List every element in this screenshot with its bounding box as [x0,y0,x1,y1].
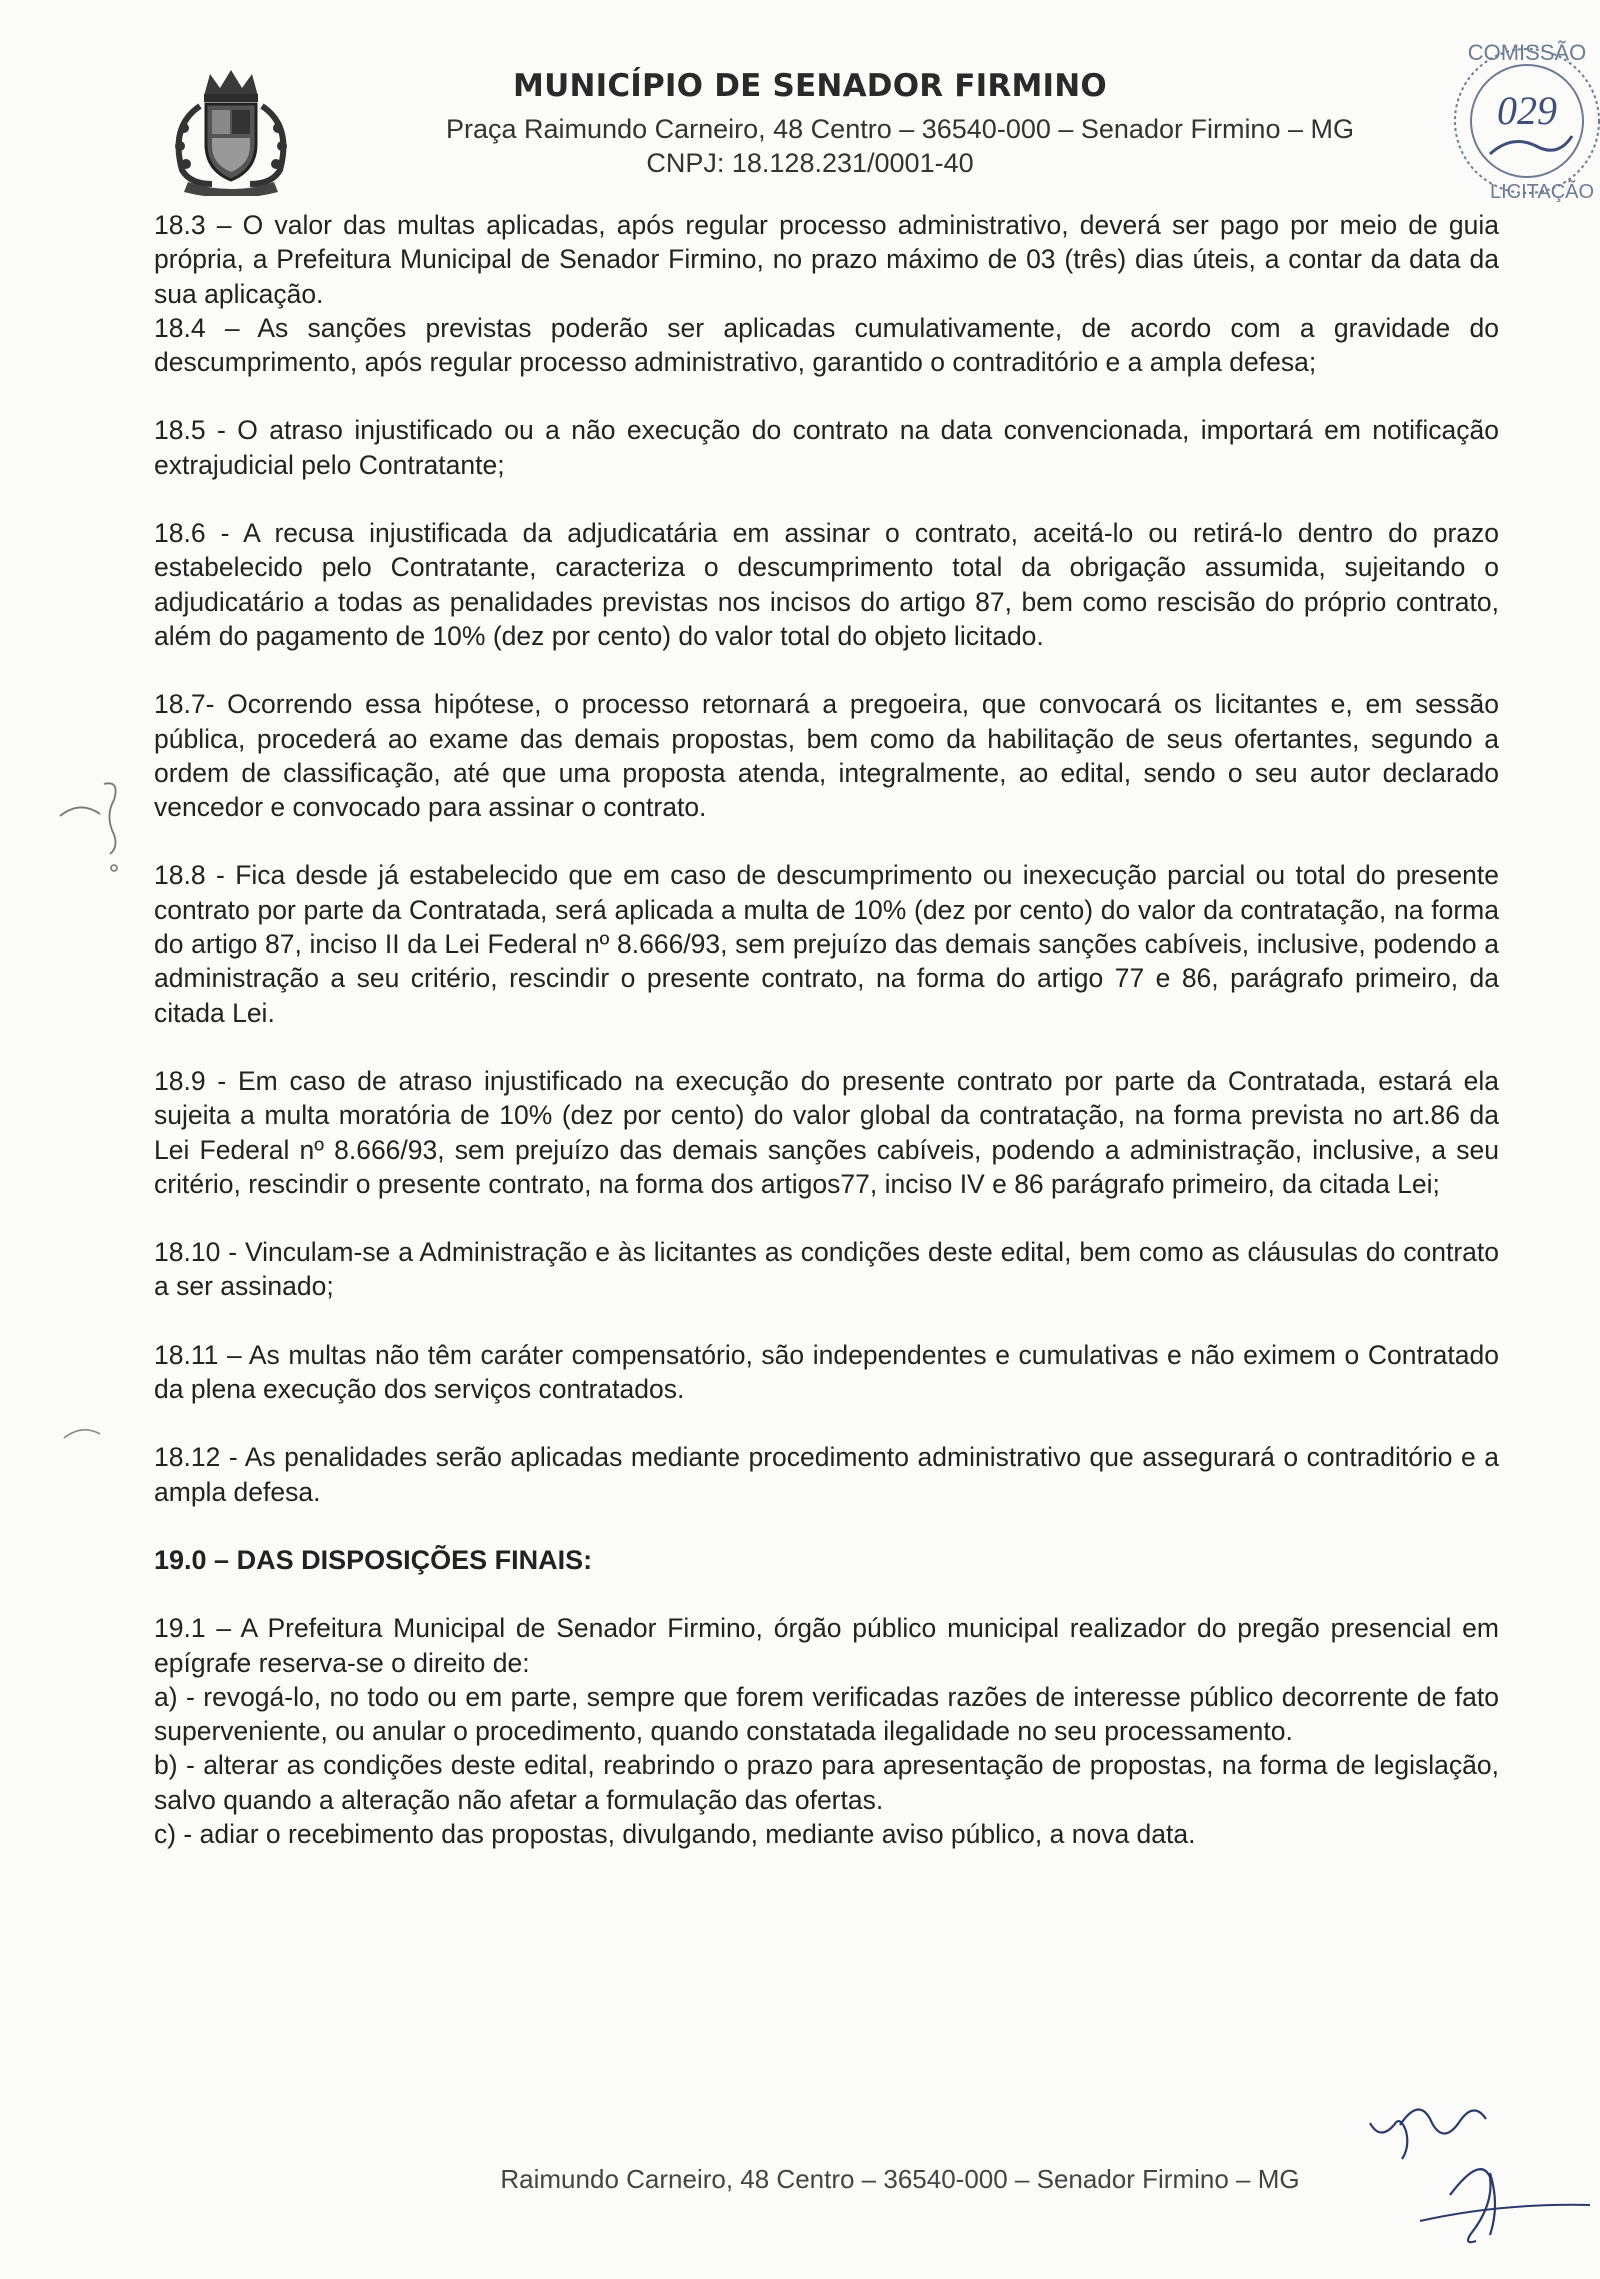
paragraph-18-7: 18.7- Ocorrendo essa hipótese, o processo retornará a pregoeira, que convocará os licitantes e, em sessão pública, procederá ao exame das demais propostas, bem como da habilitação de seus ofertantes, segundo a ordem de classificação, até que uma proposta atenda, integralmente, ao edital, sendo o seu autor declarado vencedor e convocado para assinar o contrato. [154,689,1499,823]
paragraph-19-1: 19.1 – A Prefeitura Municipal de Senador Firmino, órgão público municipal realizador do pregão presencial em epígrafe reserva-se o direito de: [154,1613,1499,1678]
handwritten-signature [1340,2085,1600,2265]
paragraph-18-9: 18.9 - Em caso de atraso injustificado na execução do presente contrato por parte da Contratada, estará ela sujeita a multa moratória de 10% (dez por cento) do valor global da contratação, na forma prevista no art.86 da Lei Federal nº 8.666/93, sem prejuízo das demais sanções cabíveis, podendo a administração, inclusive, a seu critério, rescindir o presente contrato, na forma dos artigos77, inciso IV e 86 parágrafo primeiro, da citada Lei; [154,1065,1499,1199]
stamp-top-text: COMISSÃO [1467,40,1587,65]
commission-page-stamp [1432,26,1600,206]
stamp-number: 029 [1497,88,1557,133]
stamp-bottom-text: LICITAÇÃO [1489,181,1595,203]
page-header [0,0,1600,203]
item-c: c) - adiar o recebimento das propostas, divulgando, mediante aviso público, a nova data. [154,1818,1196,1849]
document-body [154,208,1499,1851]
item-a: a) - revogá-lo, no todo ou em parte, sempre que forem verificadas razões de interesse público decorrente de fato superveniente, ou anular o procedimento, quando constatada ilegalidade no seu processamento. [154,1681,1499,1747]
footer-address: Raimundo Carneiro, 48 Centro – 36540-000 – Senador Firmino – MG [500,2164,1300,2194]
paragraph-18-3: 18.3 – O valor das multas aplicadas, após regular processo administrativo, deverá ser pago por meio de guia própria, a Prefeitura Municipal de Senador Firmino, no prazo máximo de 03 (três) dias úteis, a contar da data da sua aplicação. [154,210,1499,309]
paragraph-18-10: 18.10 - Vinculam-se a Administração e às licitantes as condições deste edital, bem como as cláusulas do contrato a ser assinado; [154,1237,1499,1302]
section-title: 19.0 – DAS DISPOSIÇÕES FINAIS: [154,1544,593,1575]
municipality-address: Praça Raimundo Carneiro, 48 Centro – 36540-000 – Senador Firmino – MG [446,114,1354,144]
paragraph-18-6: 18.6 - A recusa injustificada da adjudicatária em assinar o contrato, aceitá-lo ou retirá-lo dentro do prazo estabelecido pelo Contratante, caracteriza o descumprimento total da obrigação assumida, sujeitando o adjudicatário a todas as penalidades previstas nos incisos do artigo 87, bem como rescisão do próprio contrato, além do pagamento de 10% (dez por cento) do valor total do objeto licitado. [154,518,1499,651]
paragraph-18-8: 18.8 - Fica desde já estabelecido que em caso de descumprimento ou inexecução parcial ou total do presente contrato por parte da Contratada, será aplicada a multa de 10% (dez por cento) do valor da contratação, na forma do artigo 87, inciso II da Lei Federal nº 8.666/93, sem prejuízo das demais sanções cabíveis, inclusive, podendo a administração a seu critério, rescindir o presente contrato, na forma do artigo 77 e 86, parágrafo primeiro, da citada Lei. [154,860,1499,1028]
paragraph-18-4: 18.4 – As sanções previstas poderão ser aplicadas cumulativamente, de acordo com a gravidade do descumprimento, após regular processo administrativo, garantido o contraditório e a ampla defesa; [154,312,1499,378]
municipality-cnpj: CNPJ: 18.128.231/0001-40 [646,148,974,178]
municipal-coat-of-arms-icon [160,66,302,196]
item-b: b) - alterar as condições deste edital, reabrindo o prazo para apresentação de propostas, na forma de legislação, salvo quando a alteração não afetar a formulação das ofertas. [154,1750,1499,1815]
paragraph-18-12: 18.12 - As penalidades serão aplicadas mediante procedimento administrativo que assegurará o contraditório e a ampla defesa. [154,1442,1499,1507]
paragraph-18-5: 18.5 - O atraso injustificado ou a não execução do contrato na data convencionada, importará em notificação extrajudicial pelo Contratante; [154,415,1499,480]
margin-pen-mark [40,770,150,880]
municipality-title: MUNICÍPIO DE SENADOR FIRMINO [513,68,1107,104]
paragraph-18-11: 18.11 – As multas não têm caráter compensatório, são independentes e cumulativas e não eximem o Contratado da plena execução dos serviços contratados. [154,1339,1499,1405]
margin-pen-mark [60,1420,120,1450]
